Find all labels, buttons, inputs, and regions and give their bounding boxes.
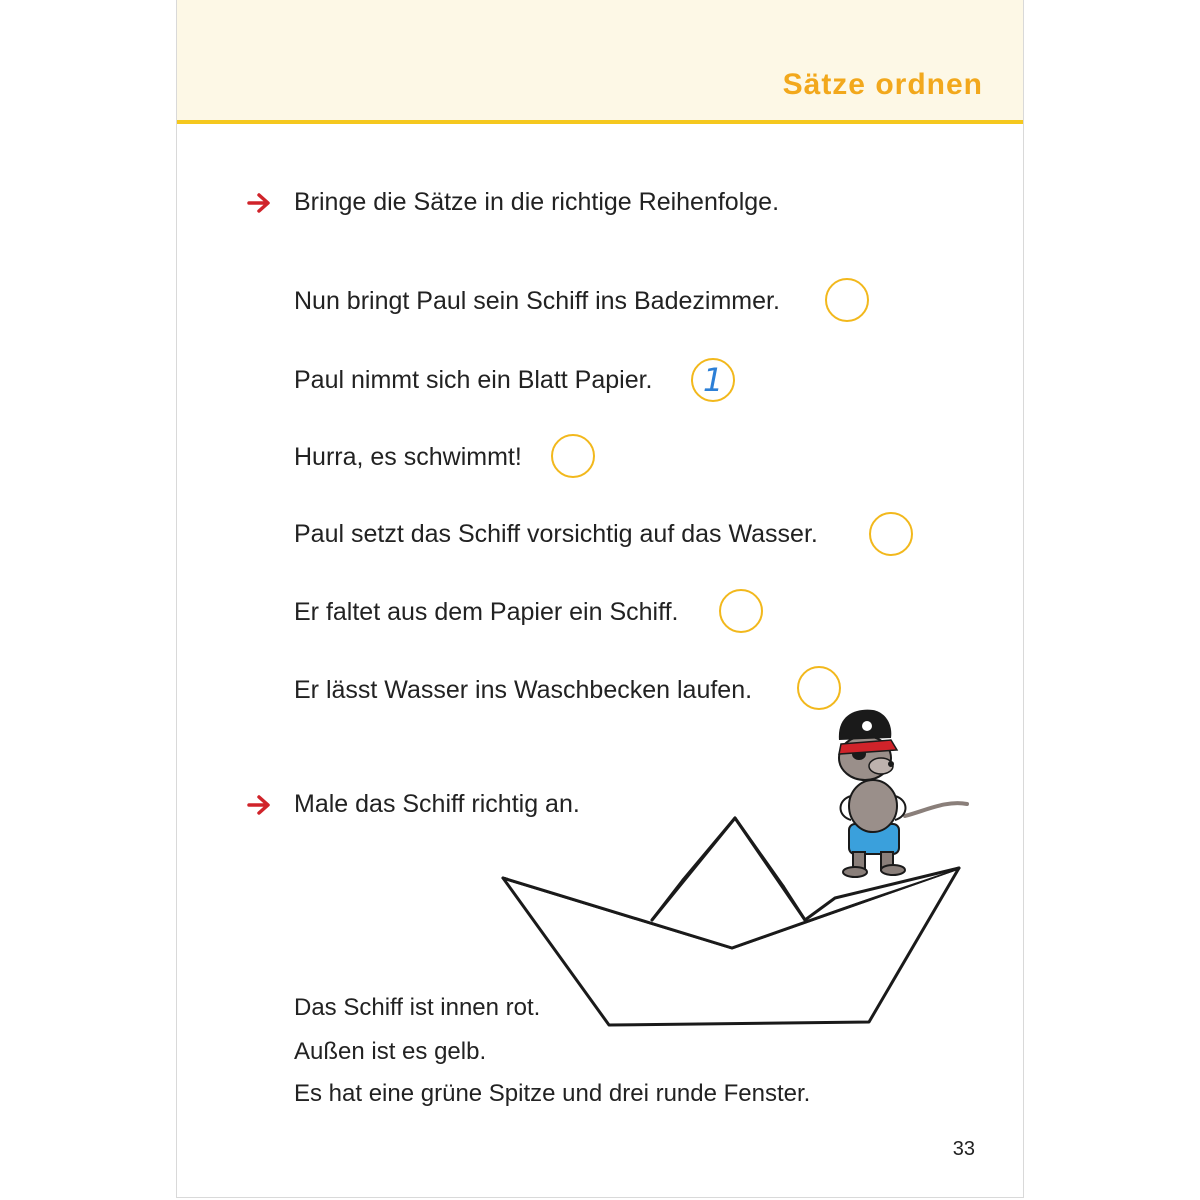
description-line-1: Das Schiff ist innen rot.	[294, 994, 541, 1021]
red-arrow-icon	[247, 192, 273, 214]
answer-value-5	[719, 589, 763, 633]
answer-value-1	[825, 278, 869, 322]
workbook-page	[176, 0, 1024, 1198]
task2-instruction: Male das Schiff richtig an.	[294, 790, 580, 818]
sentence-2: Paul nimmt sich ein Blatt Papier.	[294, 366, 653, 394]
page-title: Sätze ordnen	[782, 68, 983, 101]
answer-value-2: 1	[702, 361, 724, 399]
red-arrow-icon	[247, 794, 273, 816]
sentence-1: Nun bringt Paul sein Schiff ins Badezimmer.	[294, 287, 780, 315]
sentence-3: Hurra, es schwimmt!	[294, 443, 522, 471]
page-number: 33	[952, 1138, 975, 1160]
answer-value-4	[869, 512, 913, 556]
answer-value-3	[551, 434, 595, 478]
description-line-2: Außen ist es gelb.	[294, 1038, 487, 1065]
description-line-3: Es hat eine grüne Spitze und drei runde Fenster.	[294, 1080, 811, 1107]
sentence-4: Paul setzt das Schiff vorsichtig auf das Wasser.	[294, 520, 818, 548]
pirate-mouse-icon	[839, 710, 967, 877]
paper-boat-illustration[interactable]	[477, 700, 997, 1040]
task1-instruction: Bringe die Sätze in die richtige Reihenfolge.	[294, 188, 780, 216]
sentence-5: Er faltet aus dem Papier ein Schiff.	[294, 598, 679, 626]
sentence-6: Er lässt Wasser ins Waschbecken laufen.	[294, 676, 753, 704]
header-band	[177, 0, 1023, 124]
